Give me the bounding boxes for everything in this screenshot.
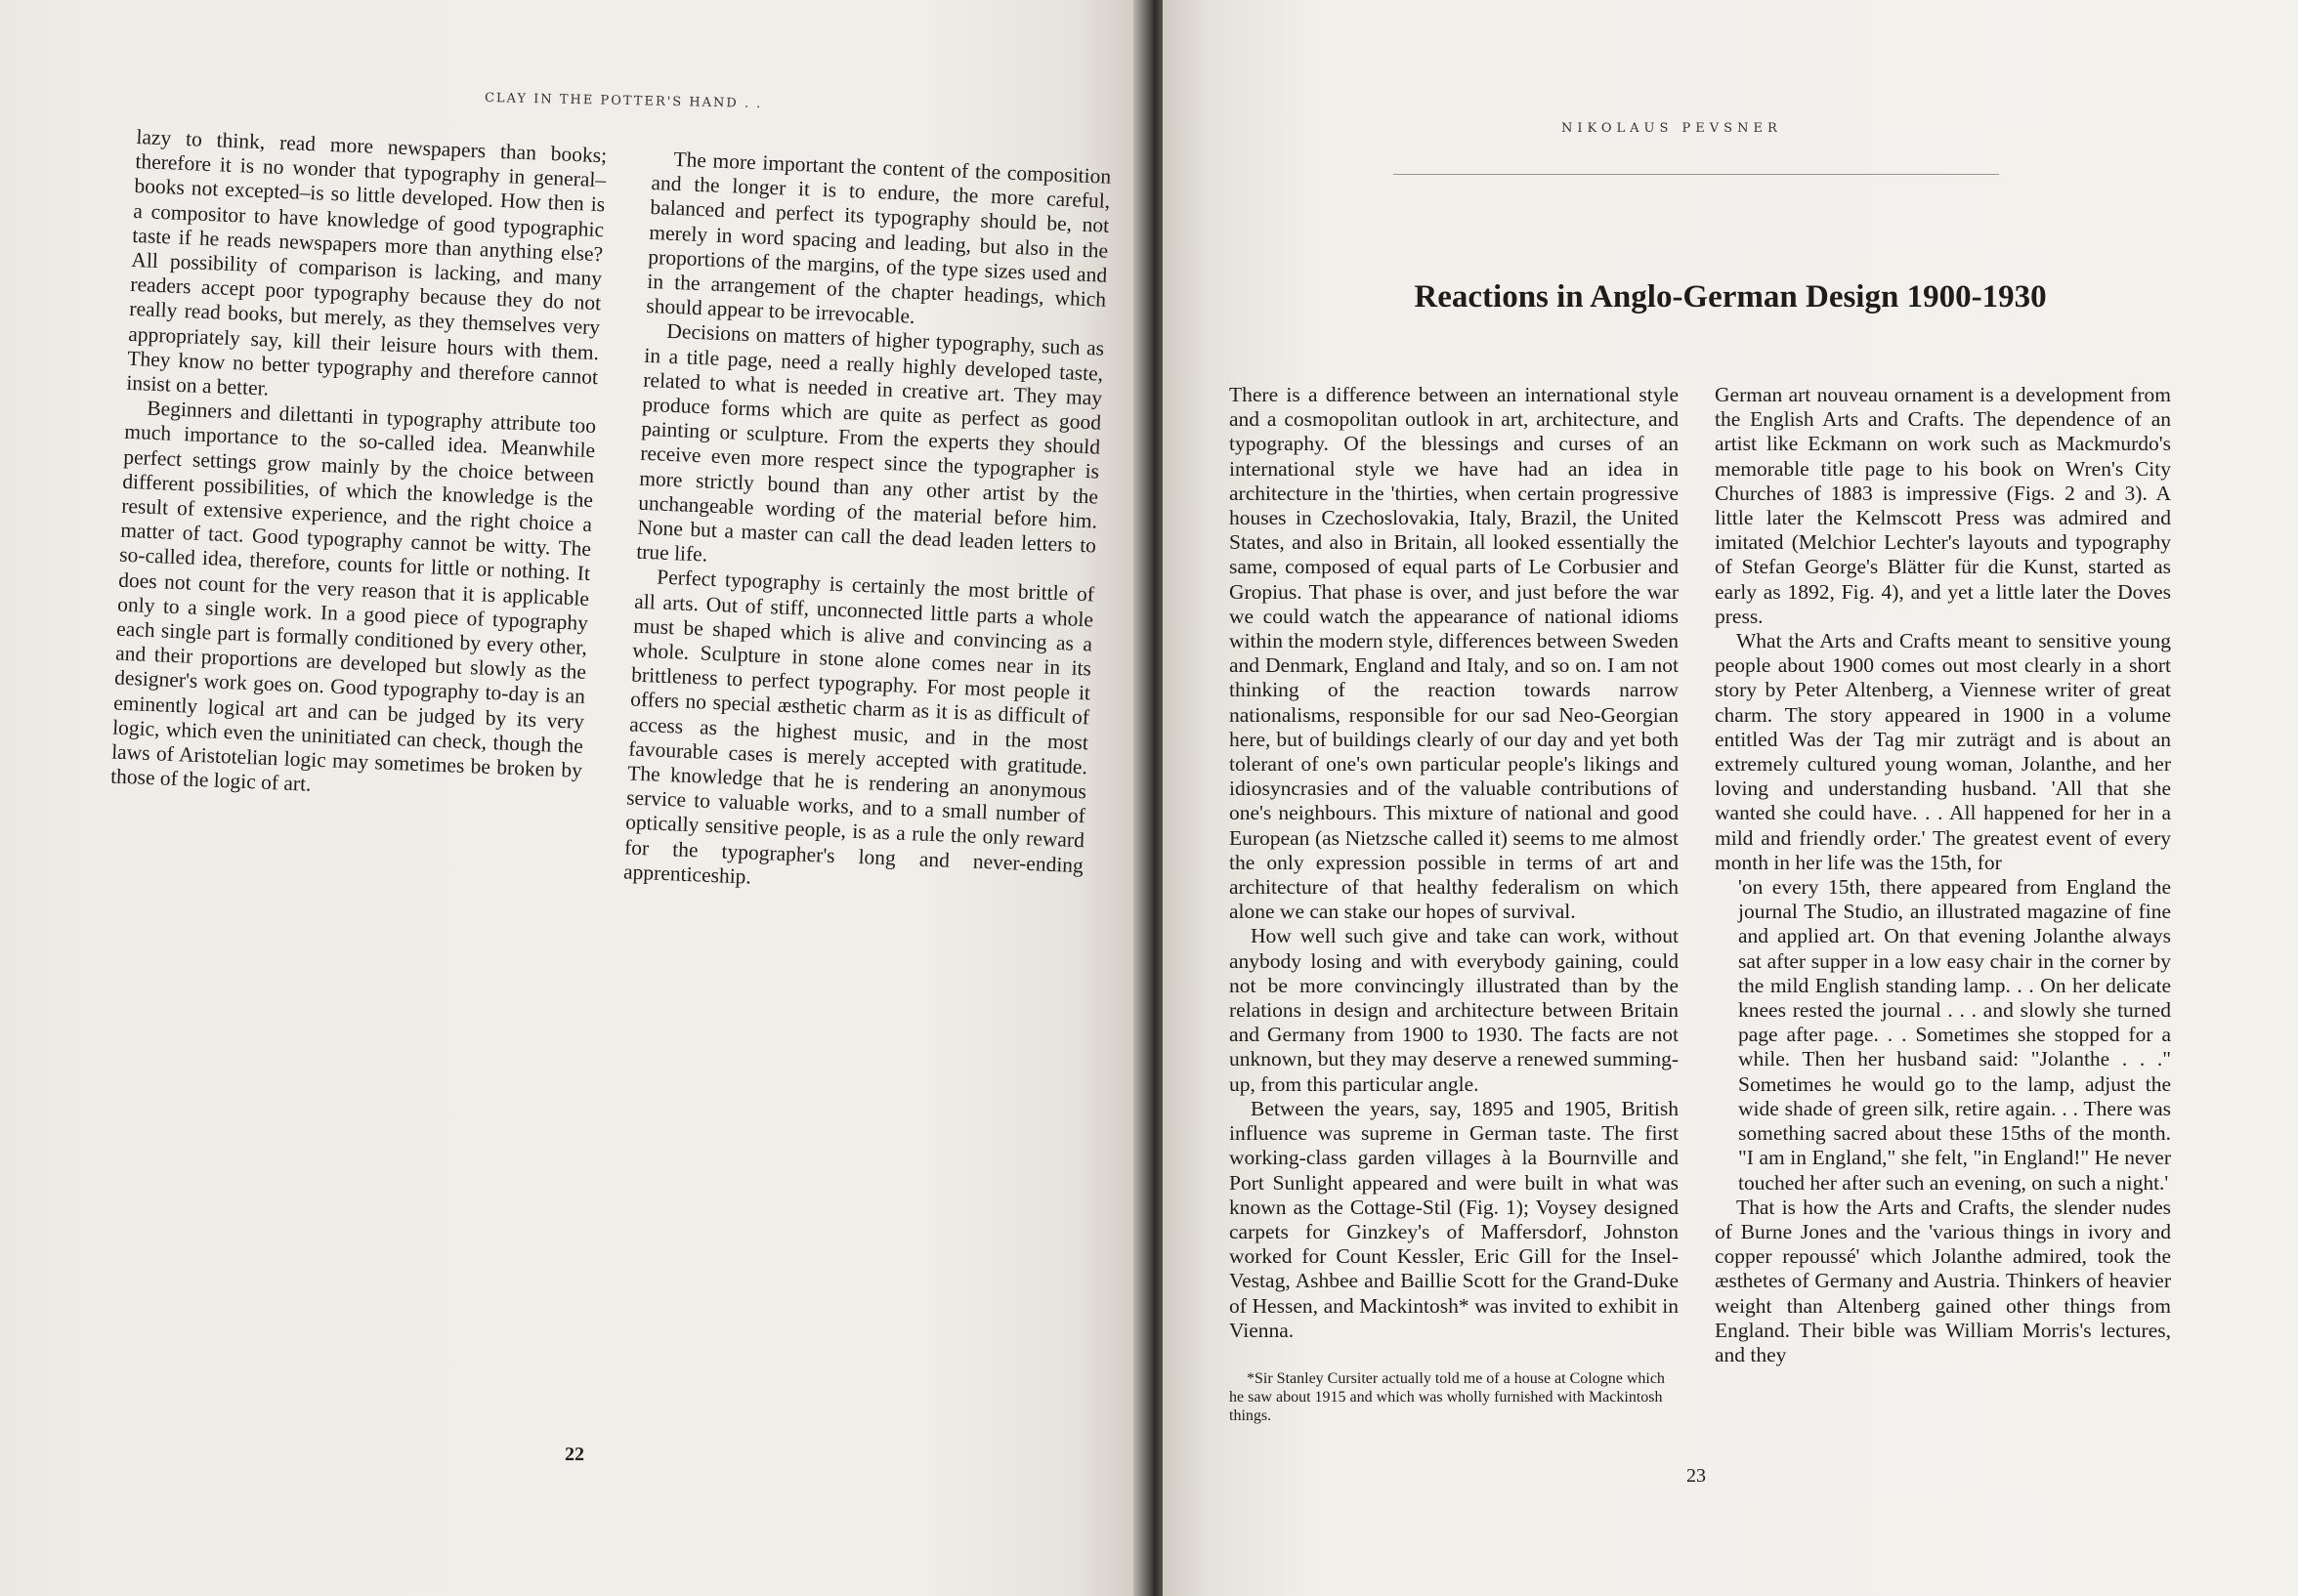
paragraph: German art nouveau ornament is a development from the English Arts and Crafts. The dependence of an artist like Eckmann on work such as Mackmurdo's memorable title page to his book on Wren's City Churches of 1883 is impressive (Figs. 2 and 3). A little later the Kelmscott Press was admired and imitated (Melchior Lechter's layouts and typography of Stefan George's Blätter für die Kunst, started as early as 1892, Fig. 4), and yet a little later the Doves press. <box>1715 383 2171 628</box>
left-page-number: 22 <box>565 1444 584 1465</box>
right-page-number: 23 <box>1686 1465 1706 1487</box>
left-column-2 <box>623 147 1112 903</box>
paragraph: There is a difference between an international style and a cosmopolitan outlook in art, architecture, and typography. Of the blessings and curses of an international style we have had an idea in architecture in the 'thirties, when certain progressive houses in Czechoslovakia, Italy, Brazil, the United States, and also in Britain, all looked essentially the same, composed of equal parts of Le Corbusier and Gropius. That phase is over, and just before the war we could watch the appearance of national idioms within the modern style, differences between Sweden and Denmark, England and Italy, and so on. I am not thinking of the reaction towards narrow nationalisms, responsible for our sad Neo-Georgian here, but of buildings clearly of our day and yet both tolerant of one's own particular people's likings and idiosyncrasies and of the valuable contributions of one's neighbours. This mixture of national and good European (as Nietzsche called it) seems to me almost the only expression possible in terms of art and architecture of that healthy federalism on which alone we can stake our hopes of survival. <box>1229 383 1679 924</box>
paragraph: Decisions on matters of higher typography, such as in a title page, need a really highly developed taste, related to what is needed in creative art. They may produce forms which are quite as perfect as good painting or sculpture. From the experts they should receive even more respect since the typographer is more strictly bound than any other artist by the unchangeable wording of the material before him. None but a master can call the dead leaden letters to true life. <box>635 319 1105 567</box>
right-page <box>1163 0 2298 1596</box>
left-running-head: CLAY IN THE POTTER'S HAND . . <box>484 91 763 111</box>
block-quote: 'on every 15th, there appeared from England the journal The Studio, an illustrated magazine of fine and applied art. On that evening Jolanthe always sat after supper in a low easy chair in the corner by the mild English standing lamp. . . On her delicate knees rested the journal . . . and slowly she turned page after page. . . Sometimes she stopped for a while. Then her husband said: "Jolanthe . . ." Sometimes he would go to the lamp, adjust the wide shade of green silk, retire again. . . There was something sacred about these 15ths of the month. "I am in England," she felt, "in England!" He never touched her after such an evening, on such a night.' <box>1738 875 2171 1195</box>
header-rule <box>1393 174 1999 175</box>
footnote: *Sir Stanley Cursiter actually told me of a house at Cologne which he saw about 1915 and which was wholly furnished with Mackintosh things. <box>1229 1370 1665 1424</box>
left-page <box>0 0 1143 1596</box>
paragraph: How well such give and take can work, without anybody losing and with everybody gaining, could not be more convincingly illustrated than by the relations in design and architecture between Britain and Germany from 1900 to 1930. The facts are not unknown, but they may deserve a renewed summing-up, from this particular angle. <box>1229 924 1679 1096</box>
left-column-1 <box>110 125 608 808</box>
right-column-1 <box>1229 383 1679 1343</box>
paragraph: Perfect typography is certainly the most brittle of all arts. Out of stiff, unconnected little parts a whole must be shaped which is alive and convincing as a whole. Sculpture in stone alone comes near in its brittleness to perfect typography. For most people it offers no special æsthetic charm as it is as difficult of access as the highest music, and in the most favourable cases is merely accepted with gratitude. The knowledge that he is rendering an anonymous service to valuable works, and to a small number of optically sensitive people, is as a rule the only reward for the typographer's long and never-ending apprenticeship. <box>622 565 1095 889</box>
article-title: Reactions in Anglo-German Design 1900-1930 <box>1414 279 2047 315</box>
paragraph: The more important the content of the composition and the longer it is to endure, the more careful, balanced and perfect its typography should be, not merely in word spacing and leading, but also in the proportions of the margins, of the type sizes used and in the arrangement of the chapter headings, which should appear to be irrevocable. <box>645 147 1112 329</box>
right-column-2 <box>1715 383 2171 1367</box>
paragraph: lazy to think, read more newspapers than books; therefore it is no wonder that typography in general–books not excepted–is so little developed. How then is a compositor to have knowledge of good typographic taste if he reads newspapers more than anything else? All possibility of comparison is lacking, and many readers accept poor typography because they do not really read books, but merely, as they themselves very appropriately say, kill their leisure hours with them. They know no better typography and therefore cannot insist on a better. <box>125 125 608 400</box>
right-running-head: NIKOLAUS PEVSNER <box>1561 121 1782 136</box>
paragraph: Between the years, say, 1895 and 1905, British influence was supreme in German taste. The first working-class garden villages à la Bournville and Port Sunlight appeared and were built in what was known as the Cottage-Stil (Fig. 1); Voysey designed carpets for Ginzkey's of Maffersdorf, Johnston worked for Count Kessler, Eric Gill for the Insel-Vestag, Ashbee and Baillie Scott for the Grand-Duke of Hessen, and Mackintosh* was invited to exhibit in Vienna. <box>1229 1096 1679 1342</box>
paragraph: Beginners and dilettanti in typography attribute too much importance to the so-called idea. Meanwhile perfect settings grow mainly by the choice between different possibilities, of which the knowledge is the result of extensive experience, and the right choice a matter of tact. Good typography cannot be witty. The so-called idea, therefore, counts for little or nothing. It does not count for the very reason that it is applicable only to a single work. In a good piece of typography each single part is formally conditioned by every other, and their proportions are developed but slowly as the designer's work goes on. Good typography to-day is an eminently logical art and can be judged by its very logic, which even the uninitiated can check, though the laws of Aristotelian logic may sometimes be broken by those of the logic of art. <box>109 396 597 796</box>
paragraph: What the Arts and Crafts meant to sensitive young people about 1900 comes out most clearly in a short story by Peter Altenberg, a Viennese writer of great charm. The story appeared in 1900 in a volume entitled Was der Tag mir zuträgt and is about an extremely cultured young woman, Jolanthe, and her loving and understanding husband. 'All that she wanted she could have. . . All happened for her in a mild and friendly order.' The greatest event of every month in her life was the 15th, for <box>1715 629 2171 874</box>
paragraph: That is how the Arts and Crafts, the slender nudes of Burne Jones and the 'various things in ivory and copper repoussé' which Jolanthe admired, took the æsthetes of Germany and Austria. Thinkers of heavier weight than Altenberg gained other things from England. Their bible was William Morris's lectures, and they <box>1715 1195 2171 1366</box>
